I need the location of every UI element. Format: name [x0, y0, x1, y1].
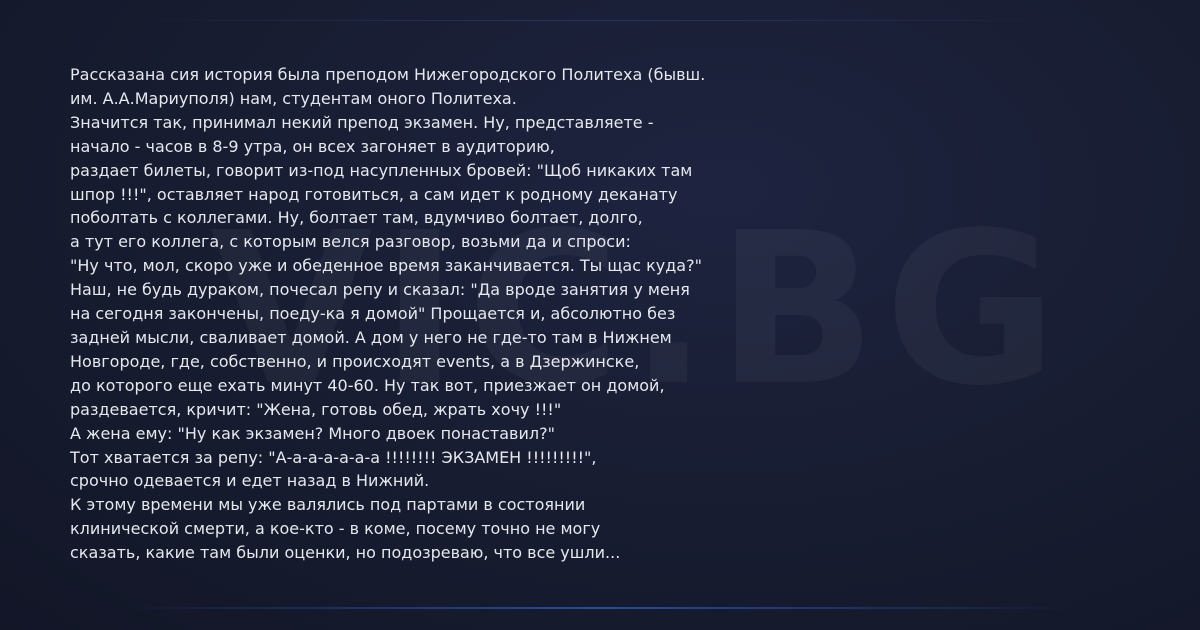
story-line: Рассказана сия история была преподом Нижегородского Политеха (бывш. — [70, 65, 706, 84]
story-line: раздает билеты, говорит из-под насупленных бровей: "Щоб никаких там — [70, 160, 693, 180]
story-line: начало - часов в 8-9 утра, он всех загоняет в аудиторию, — [70, 136, 555, 156]
story-line: на сегодня закончены, поеду-ка я домой" Прощается и, абсолютно без — [70, 304, 676, 324]
story-line: Тот хватается за репу: "А-а-а-а-а-а-а !!!!!!!! ЭКЗАМЕН !!!!!!!!!", — [70, 447, 597, 467]
story-line: поболтать с коллегами. Ну, болтает там, вдумчиво болтает, долго, — [70, 208, 643, 228]
story-line: Новгороде, где, собственно, и происходят events, а в Дзержинске, — [70, 351, 640, 371]
story-text — [70, 63, 750, 565]
story-line: до которого еще ехать минут 40-60. Ну так вот, приезжает он домой, — [70, 375, 665, 395]
story-line: Значится так, принимал некий препод экзамен. Ну, представляете - — [70, 112, 654, 132]
top-divider — [120, 20, 1080, 21]
story-line: А жена ему: "Ну как экзамен? Много двоек понаставил?" — [70, 423, 555, 443]
story-line: задней мысли, сваливает домой. А дом у него не где-то там в Нижнем — [70, 327, 672, 347]
story-line: шпор !!!", оставляет народ готовиться, а сам идет к родному деканату — [70, 184, 678, 204]
story-line: К этому времени мы уже валялись под партами в состоянии — [70, 495, 586, 515]
story-line: Наш, не будь дураком, почесал репу и сказал: "Да вроде занятия у меня — [70, 280, 690, 300]
bottom-divider — [120, 607, 1080, 609]
story-line: раздевается, кричит: "Жена, готовь обед, жрать хочу !!!" — [70, 399, 562, 419]
story-line: клинической смерти, а кое-кто - в коме, посему точно не могу — [70, 519, 601, 539]
story-line: "Ну что, мол, скоро уже и обеденное время заканчивается. Ты щас куда?" — [70, 256, 702, 276]
story-line: срочно одевается и едет назад в Нижний. — [70, 471, 430, 491]
story-line: им. А.А.Мариуполя) нам, студентам оного Политеха. — [70, 88, 517, 108]
story-line: сказать, какие там были оценки, но подозреваю, что все ушли... — [70, 543, 621, 563]
story-line: а тут его коллега, с которым велся разговор, возьми да и спроси: — [70, 232, 631, 252]
